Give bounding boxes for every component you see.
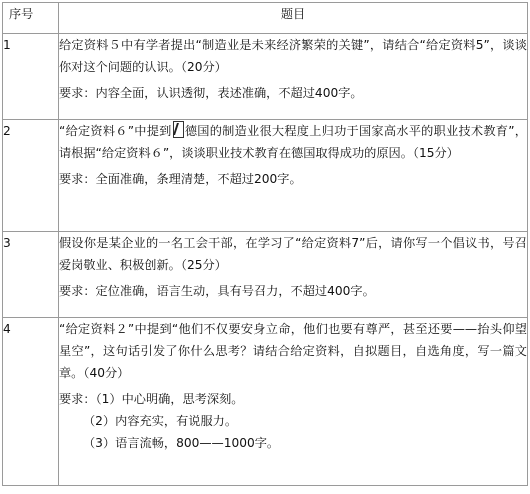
table-row <box>3 34 528 120</box>
row-content <box>59 120 528 232</box>
row-number: 2 <box>3 120 59 232</box>
requirement-text: 要求：定位准确，语言生动，具有号召力，不超过400字。 <box>59 284 375 298</box>
table-row <box>3 232 528 318</box>
row-number: 1 <box>3 34 59 120</box>
table-row <box>3 120 528 232</box>
requirement-text: 要求：全面准确，条理清楚，不超过200字。 <box>59 172 302 186</box>
row-number: 3 <box>3 232 59 318</box>
requirement-item: （2）内容充实，有说服力。 <box>83 414 238 428</box>
header-number: 序号 <box>3 3 59 34</box>
requirement-text: 要求：内容全面，认识透彻，表述准确，不超过400字。 <box>59 86 363 100</box>
row-content <box>59 232 528 318</box>
text-cursor-icon <box>173 121 184 138</box>
table-row <box>3 318 528 486</box>
question-text: “给定资料２”中提到“他们不仅要安身立命，他们也要有尊严，甚至还要——抬头仰望星空”，这句话引发了你什么思考？请结合给定资料，自拟题目，自选角度，写一篇文章。（40分） <box>59 322 527 380</box>
question-text-part-a: “给定资料６”中提到 <box>59 124 172 138</box>
row-content <box>59 318 528 486</box>
row-number: 4 <box>3 318 59 486</box>
question-table <box>2 2 528 486</box>
table-header-row <box>3 3 528 34</box>
row-content <box>59 34 528 120</box>
requirement-text: 要求：（1）中心明确，思考深刻。 <box>59 392 244 406</box>
requirement-item: （3）语言流畅，800——1000字。 <box>83 436 280 450</box>
question-text: 给定资料５中有学者提出“制造业是未来经济繁荣的关键”，请结合“给定资料5”，谈谈你对这个问题的认识。（20分） <box>59 38 527 74</box>
question-text <box>59 120 527 164</box>
question-text: 假设你是某企业的一名工会干部，在学习了“给定资料7”后，请你写一个倡议书，号召爱岗敬业、积极创新。（25分） <box>59 236 527 272</box>
question-text-part-b: 德国的制造业很大程度上归功于国家高水平的职业技术教育”，请根据“给定资料６”，谈谈职业技术教育在德国取得成功的原因。（15分） <box>59 124 527 160</box>
header-title: 题目 <box>59 3 528 34</box>
